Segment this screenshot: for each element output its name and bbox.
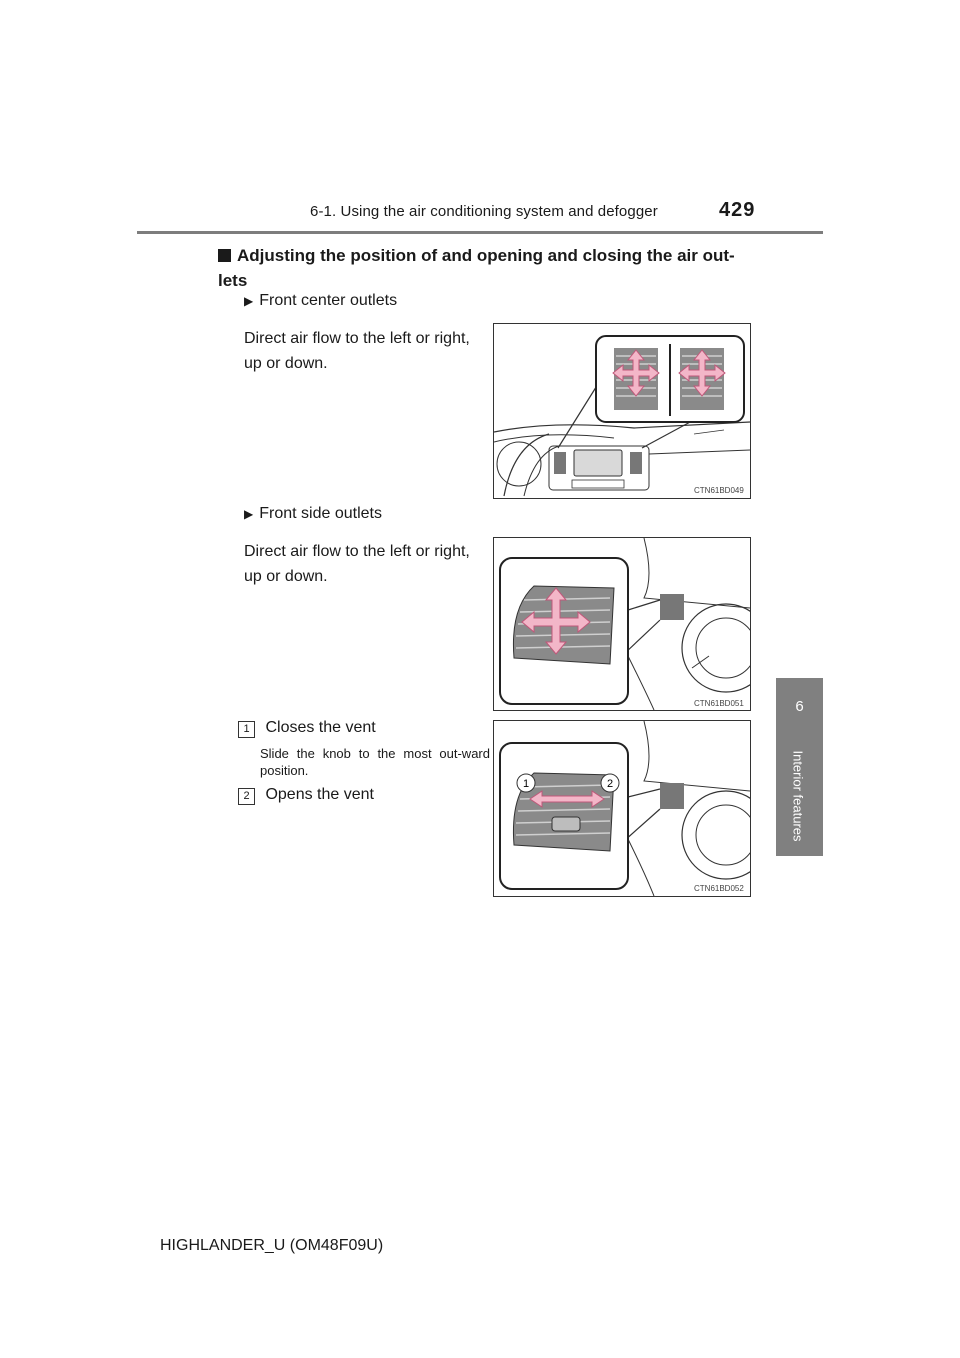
chapter-number: 6 [795,698,804,715]
figure-front-side-outlets [493,537,751,711]
item-title-front-center [244,292,397,310]
chapter-label [786,740,810,852]
item-title-text: Front center outlets [259,292,398,309]
vent-knob-illustration [494,721,750,896]
square-bullet-icon [218,249,231,262]
figure-vent-knob [493,720,751,897]
page-number: 429 [719,199,756,221]
figure-front-center-outlets [493,323,751,499]
item-description-front-side: Direct air flow to the left or right, up or down. [244,543,470,585]
figure-code: CTN61BD052 [694,884,744,893]
chapter-tab [776,678,823,736]
chapter-label-text: Interior features [790,750,806,842]
step-label: Opens the vent [265,786,374,803]
item-title-text: Front side outlets [259,505,382,522]
step-marker: 2 [238,788,255,805]
header-rule [137,231,823,234]
step-note: Slide the knob to the most out-ward position. [260,746,490,778]
triangle-bullet-icon: ▶ [244,507,254,521]
running-header: 6-1. Using the air conditioning system and defogger [310,203,658,220]
step-open-vent [238,786,374,805]
section-heading-text: Adjusting the position of and opening and closing the air out- lets [218,246,735,290]
triangle-bullet-icon: ▶ [244,294,254,308]
step-marker: 1 [238,721,255,738]
section-heading [218,243,758,293]
side-outlet-illustration [494,538,750,710]
callout-2: 2 [606,778,614,790]
step-label: Closes the vent [265,719,376,736]
footer-model: HIGHLANDER_U (OM48F09U) [160,1237,384,1254]
figure-code: CTN61BD049 [694,486,744,495]
item-title-front-side [244,505,382,523]
item-description-front-center: Direct air flow to the left or right, up or down. [244,330,470,372]
step-close-vent [238,719,376,738]
dashboard-center-illustration [494,324,750,498]
figure-code: CTN61BD051 [694,699,744,708]
callout-1: 1 [522,778,530,790]
